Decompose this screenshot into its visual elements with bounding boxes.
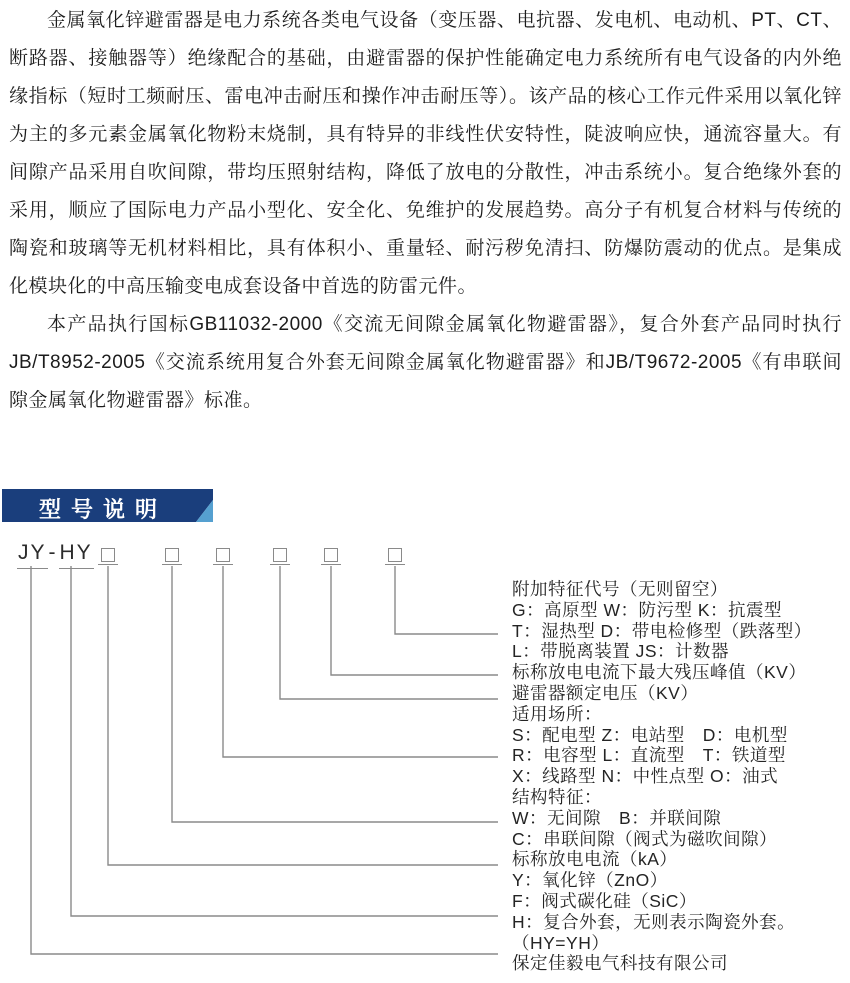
connector-rated-voltage (280, 566, 498, 699)
connector-structure-feature (172, 566, 498, 822)
slot-box-icon (388, 548, 402, 562)
legend-material-y: Y：氧化锌（ZnO） (512, 870, 668, 891)
legend-rated-voltage: 避雷器额定电压（KV） (512, 682, 699, 703)
legend-structure-wb: W：无间隙 B：并联间隙 (512, 807, 722, 828)
model-code-slot-2 (162, 548, 182, 566)
model-code-slot-5 (321, 548, 341, 566)
slot-box-icon (324, 548, 338, 562)
legend-material-f: F：阀式碳化硅（SiC） (512, 890, 697, 911)
legend-structure-c: C：串联间隙（阀式为磁吹间隙） (512, 828, 778, 849)
slot-box-icon (273, 548, 287, 562)
section-title: 型号说明 (39, 497, 168, 522)
legend-additional-feature-td: T：湿热型 D：带电检修型（跌落型） (512, 620, 812, 641)
slot-box-icon (165, 548, 179, 562)
model-code-prefix: JY (17, 541, 48, 569)
legend-application-title: 适用场所： (512, 703, 602, 724)
legend-additional-feature-ljs: L：带脱离装置 JS：计数器 (512, 641, 730, 662)
model-code-slot-3 (213, 548, 233, 566)
connector-additional-feature (395, 566, 498, 634)
model-code (17, 541, 94, 569)
connector-application-place (223, 566, 498, 757)
connector-residual-voltage (331, 566, 498, 675)
legend-housing-h: H：复合外套，无则表示陶瓷外套。 (512, 911, 796, 932)
legend-application-xno: X：线路型 N：中性点型 O：油式 (512, 766, 779, 787)
legend-hy-equals-yh: （HY=YH） (512, 932, 610, 953)
slot-underline (162, 564, 182, 565)
model-code-slot-4 (270, 548, 290, 566)
legend-residual-voltage: 标称放电电流下最大残压峰值（KV） (512, 662, 807, 683)
legend-structure-title: 结构特征： (512, 786, 602, 807)
slot-underline (321, 564, 341, 565)
legend-application-szd: S：配电型 Z：电站型 D：电机型 (512, 724, 788, 745)
connector-housing-material (71, 566, 498, 916)
slot-underline (213, 564, 233, 565)
intro-paragraph-2: 本产品执行国标GB11032-2000《交流无间隙金属氧化物避雷器》，复合外套产品同时执行JB/T8952-2005《交流系统用复合外套无间隙金属氧化物避雷器》和JB/T9672-2005《有串联间隙金属氧化物避雷器》标准。 (9, 314, 842, 411)
model-code-slot-1 (98, 548, 118, 566)
model-code-suffix: HY (59, 541, 94, 569)
model-code-separator: - (48, 541, 58, 564)
connector-nominal-current (108, 566, 498, 865)
legend-application-rlt: R：电容型 L：直流型 T：铁道型 (512, 745, 786, 766)
intro-paragraph-1: 金属氧化锌避雷器是电力系统各类电气设备（变压器、电抗器、发电机、电动机、PT、CT、断路器、接触器等）绝缘配合的基础，由避雷器的保护性能确定电力系统所有电气设备的内外绝缘指标（短时工频耐压、雷电冲击耐压和操作冲击耐压等）。该产品的核心工作元件采用以氧化锌为主的多元素金属氧化物粉末烧制，具有特异的非线性伏安特性，陡波响应快，通流容量大。有间隙产品采用自吹间隙，带均压照射结构，降低了放电的分散性，冲击系统小。复合绝缘外套的采用，顺应了国际电力产品小型化、安全化、免维护的发展趋势。高分子有机复合材料与传统的陶瓷和玻璃等无机材料相比，具有体积小、重量轻、耐污秽免清扫、防爆防震动的优点。是集成化模块化的中高压输变电成套设备中首选的防雷元件。 (9, 10, 842, 297)
legend-additional-feature-gwk: G：高原型 W：防污型 K：抗震型 (512, 599, 783, 620)
model-code-slot-6 (385, 548, 405, 566)
legend-nominal-current: 标称放电电流（kA） (512, 849, 678, 870)
diagram-legend (512, 579, 847, 974)
legend-additional-feature-title: 附加特征代号（无则留空） (512, 579, 728, 599)
slot-underline (98, 564, 118, 565)
slot-underline (270, 564, 290, 565)
legend-company-name: 保定佳毅电气科技有限公司 (512, 953, 728, 974)
connector-company (31, 566, 498, 954)
slot-box-icon (216, 548, 230, 562)
slot-box-icon (101, 548, 115, 562)
slot-underline (385, 564, 405, 565)
